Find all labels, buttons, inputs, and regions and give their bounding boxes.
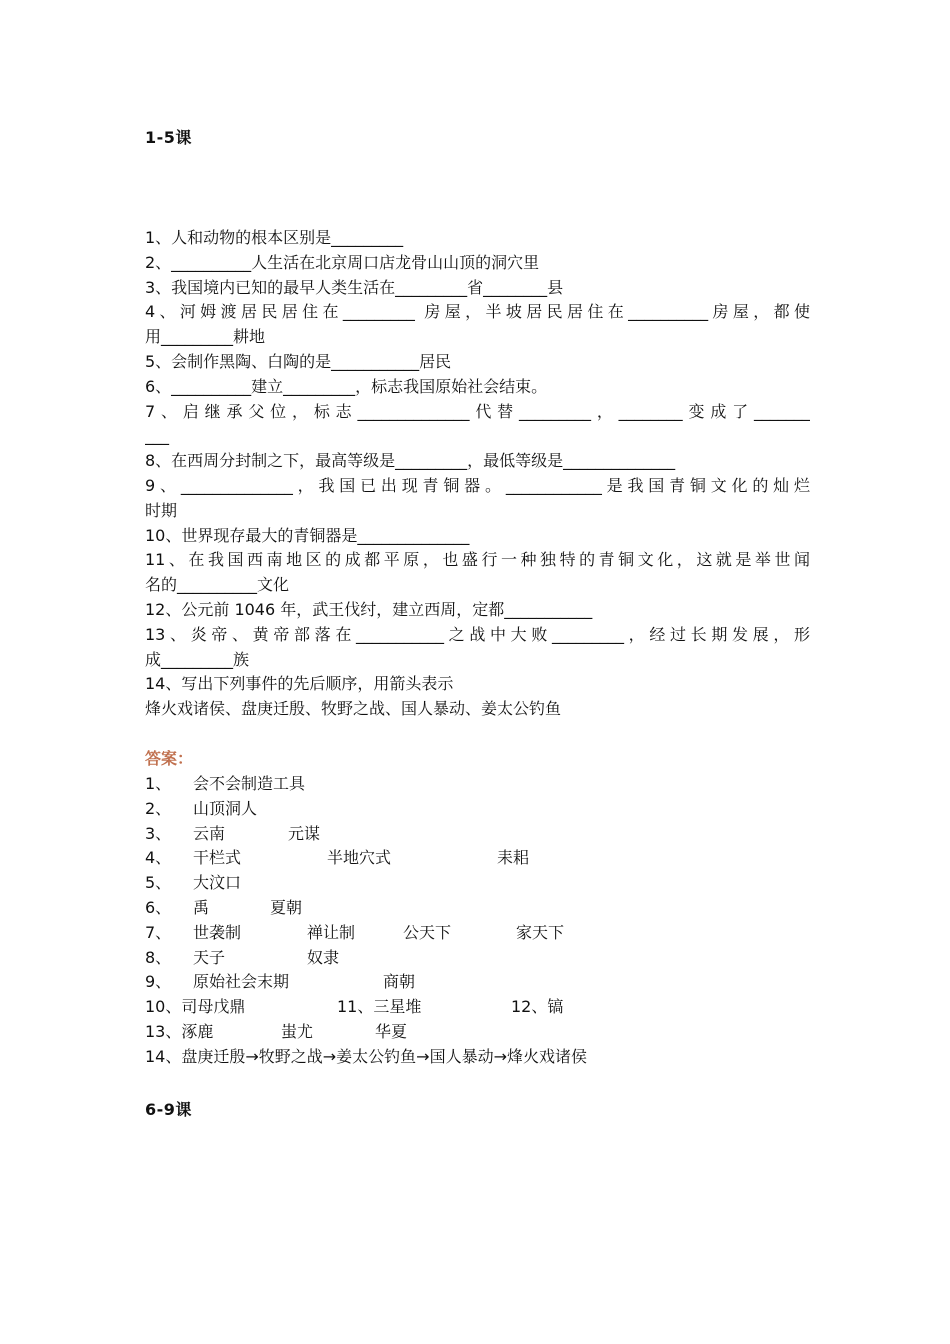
- section-heading-1-5: 1-5课: [145, 128, 192, 147]
- answer-row: [145, 797, 810, 822]
- question-line: ___: [145, 426, 169, 446]
- section-heading-6-9: 6-9课: [145, 1100, 192, 1119]
- answer-row: [145, 896, 810, 921]
- answer-text: 会不会制造工具: [193, 774, 306, 793]
- answer-text: 元谋: [288, 823, 321, 843]
- answer-text: 天子: [193, 947, 226, 967]
- answer-number: 9、: [145, 972, 172, 992]
- answer-text: 耒耜: [497, 848, 530, 868]
- answer-text: 10、司母戊鼎: [145, 997, 246, 1017]
- question-line: 13、炎帝、黄帝部落在___________之战中大败_________，经过长期发展，形: [145, 624, 810, 644]
- answer-text: 禹: [193, 897, 210, 917]
- answer-text: 家天下: [516, 922, 565, 942]
- answer-text: 云南: [193, 823, 226, 843]
- answer-text: 干栏式: [193, 848, 242, 868]
- question-line: 14、写出下列事件的先后顺序，用箭头表示: [145, 674, 454, 694]
- answer-text: 禅让制: [307, 922, 356, 942]
- answer-text: 华夏: [375, 1021, 408, 1041]
- question-line: 11、在我国西南地区的成都平原，也盛行一种独特的青铜文化，这就是举世闻: [145, 550, 810, 570]
- question-line: 10、世界现存最大的青铜器是______________: [145, 525, 470, 545]
- answer-number: 4、: [145, 848, 172, 868]
- answer-row: [145, 970, 810, 995]
- question-line: 1、人和动物的根本区别是_________: [145, 228, 404, 247]
- answer-text: 夏朝: [270, 897, 303, 917]
- question-line: 4、河姆渡居民居住在_________ 房屋，半坡居民居住在__________房屋，都使: [145, 302, 810, 322]
- answer-number: 5、: [145, 873, 172, 893]
- answer-number: 7、: [145, 922, 172, 942]
- answer-row: [145, 772, 810, 797]
- answer-text: 14、盘庚迁殷→牧野之战→姜太公钓鱼→国人暴动→烽火戏诸侯: [145, 1046, 587, 1066]
- question-line: 7、启继承父位，标志______________代替_________，________变成了_______: [145, 401, 810, 421]
- answer-number: 2、: [145, 798, 172, 818]
- answer-number: 3、: [145, 823, 172, 843]
- answer-text: 蚩尤: [281, 1021, 314, 1041]
- question-line: 烽火戏诸侯、盘庚迁殷、牧野之战、国人暴动、姜太公钓鱼: [145, 699, 562, 719]
- answer-number: 1、: [145, 774, 172, 793]
- question-line: 9、______________，我国已出现青铜器。____________是我国青铜文化的灿烂: [145, 475, 810, 495]
- question-line: 2、__________人生活在北京周口店龙骨山山顶的洞穴里: [145, 252, 540, 272]
- answer-text: 奴隶: [307, 947, 340, 967]
- answer-row: [145, 921, 810, 946]
- answer-text: 世袭制: [193, 922, 242, 942]
- answer-row: [145, 1020, 810, 1045]
- answer-row: [145, 995, 810, 1020]
- answer-row: [145, 822, 810, 847]
- answer-list: [145, 772, 810, 1070]
- answer-text: 13、涿鹿: [145, 1021, 214, 1041]
- question-line: 3、我国境内已知的最早人类生活在_________省________县: [145, 277, 564, 297]
- question-line: 12、公元前 1046 年，武王伐纣，建立西周，定都___________: [145, 599, 593, 619]
- answer-row: [145, 871, 810, 896]
- question-line: 用_________耕地: [145, 327, 266, 347]
- answer-text: 12、镐: [511, 997, 564, 1017]
- question-line: 6、__________建立_________，标志我国原始社会结束。: [145, 376, 548, 396]
- answer-row: [145, 946, 810, 971]
- answer-text: 商朝: [383, 972, 416, 992]
- answer-text: 山顶洞人: [193, 798, 258, 818]
- answer-text: 公天下: [403, 922, 452, 942]
- answer-number: 8、: [145, 947, 172, 967]
- answer-text: 11、三星堆: [337, 997, 422, 1017]
- answer-row: [145, 846, 810, 871]
- question-line: 时期: [145, 500, 178, 520]
- answer-text: 半地穴式: [327, 848, 392, 868]
- answer-row: [145, 1045, 810, 1070]
- question-line: 5、会制作黑陶、白陶的是___________居民: [145, 351, 452, 371]
- question-line: 成_________族: [145, 649, 250, 669]
- answer-text: 原始社会末期: [193, 972, 290, 992]
- question-list: [145, 226, 810, 722]
- answer-text: 大汶口: [193, 873, 242, 893]
- answer-title: 答案：: [145, 749, 194, 768]
- question-line: 8、在西周分封制之下，最高等级是_________，最低等级是______________: [145, 451, 676, 471]
- question-line: 名的__________文化: [145, 575, 290, 595]
- answer-number: 6、: [145, 897, 172, 917]
